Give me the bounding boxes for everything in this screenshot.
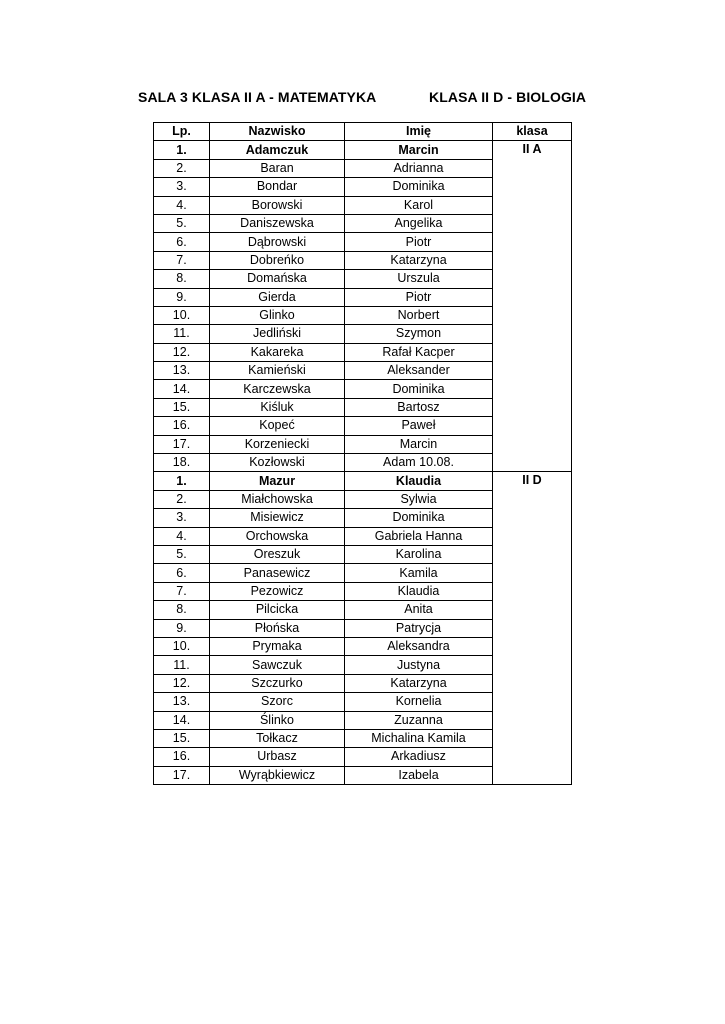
row-number: 3. [154,178,210,196]
row-number: 1. [154,141,210,159]
first-name-cell: Rafał Kacper [345,343,493,361]
row-number: 6. [154,233,210,251]
first-name-cell: Izabela [345,766,493,784]
surname-cell: Mazur [210,472,345,490]
surname-cell: Kamieński [210,362,345,380]
first-name-cell: Urszula [345,270,493,288]
surname-cell: Panasewicz [210,564,345,582]
row-number: 6. [154,564,210,582]
first-name-cell: Bartosz [345,398,493,416]
first-name-cell: Marcin [345,141,493,159]
first-name-cell: Piotr [345,288,493,306]
table-header-row [154,123,572,141]
row-number: 18. [154,454,210,472]
column-header-lp: Lp. [154,123,210,141]
first-name-cell: Justyna [345,656,493,674]
surname-cell: Orchowska [210,527,345,545]
row-number: 17. [154,766,210,784]
first-name-cell: Zuzanna [345,711,493,729]
first-name-cell: Kornelia [345,693,493,711]
row-number: 16. [154,748,210,766]
first-name-cell: Paweł [345,417,493,435]
row-number: 7. [154,582,210,600]
first-name-cell: Angelika [345,214,493,232]
surname-cell: Ślinko [210,711,345,729]
surname-cell: Jedliński [210,325,345,343]
surname-cell: Bondar [210,178,345,196]
table-row [154,472,572,490]
row-number: 2. [154,490,210,508]
column-header-imie: Imię [345,123,493,141]
surname-cell: Karczewska [210,380,345,398]
first-name-cell: Piotr [345,233,493,251]
surname-cell: Baran [210,159,345,177]
first-name-cell: Patrycja [345,619,493,637]
surname-cell: Płońska [210,619,345,637]
surname-cell: Oreszuk [210,545,345,563]
first-name-cell: Katarzyna [345,674,493,692]
row-number: 1. [154,472,210,490]
surname-cell: Kozłowski [210,454,345,472]
row-number: 5. [154,214,210,232]
first-name-cell: Szymon [345,325,493,343]
row-number: 15. [154,398,210,416]
second-class-title: KLASA II D - BIOLOGIA [429,89,587,105]
row-number: 11. [154,656,210,674]
class-cell: II A [493,141,572,472]
row-number: 13. [154,693,210,711]
surname-cell: Kopeć [210,417,345,435]
row-number: 15. [154,729,210,747]
first-name-cell: Klaudia [345,472,493,490]
surname-cell: Borowski [210,196,345,214]
surname-cell: Tołkacz [210,729,345,747]
surname-cell: Szczurko [210,674,345,692]
row-number: 2. [154,159,210,177]
surname-cell: Pilcicka [210,601,345,619]
surname-cell: Misiewicz [210,509,345,527]
table-row [154,141,572,159]
first-name-cell: Dominika [345,178,493,196]
surname-cell: Urbasz [210,748,345,766]
row-number: 9. [154,619,210,637]
surname-cell: Adamczuk [210,141,345,159]
row-number: 11. [154,325,210,343]
first-name-cell: Adam 10.08. [345,454,493,472]
first-name-cell: Anita [345,601,493,619]
row-number: 17. [154,435,210,453]
first-name-cell: Aleksandra [345,637,493,655]
column-header-nazwisko: Nazwisko [210,123,345,141]
surname-cell: Domańska [210,270,345,288]
first-name-cell: Katarzyna [345,251,493,269]
row-number: 3. [154,509,210,527]
surname-cell: Sawczuk [210,656,345,674]
first-name-cell: Klaudia [345,582,493,600]
row-number: 14. [154,380,210,398]
surname-cell: Miałchowska [210,490,345,508]
row-number: 7. [154,251,210,269]
column-header-klasa: klasa [493,123,572,141]
row-number: 9. [154,288,210,306]
row-number: 16. [154,417,210,435]
row-number: 10. [154,637,210,655]
surname-cell: Prymaka [210,637,345,655]
row-number: 8. [154,601,210,619]
row-number: 10. [154,306,210,324]
first-name-cell: Dominika [345,509,493,527]
first-name-cell: Karol [345,196,493,214]
first-name-cell: Marcin [345,435,493,453]
surname-cell: Pezowicz [210,582,345,600]
first-name-cell: Michalina Kamila [345,729,493,747]
surname-cell: Wyrąbkiewicz [210,766,345,784]
first-name-cell: Karolina [345,545,493,563]
first-name-cell: Aleksander [345,362,493,380]
first-name-cell: Gabriela Hanna [345,527,493,545]
surname-cell: Kakareka [210,343,345,361]
surname-cell: Dąbrowski [210,233,345,251]
row-number: 4. [154,527,210,545]
surname-cell: Glinko [210,306,345,324]
row-number: 13. [154,362,210,380]
first-name-cell: Norbert [345,306,493,324]
surname-cell: Kiśluk [210,398,345,416]
class-cell: II D [493,472,572,785]
first-name-cell: Arkadiusz [345,748,493,766]
first-name-cell: Dominika [345,380,493,398]
row-number: 5. [154,545,210,563]
surname-cell: Korzeniecki [210,435,345,453]
row-number: 8. [154,270,210,288]
row-number: 12. [154,674,210,692]
student-roster-table [153,122,572,785]
first-name-cell: Adrianna [345,159,493,177]
row-number: 12. [154,343,210,361]
row-number: 14. [154,711,210,729]
surname-cell: Szorc [210,693,345,711]
surname-cell: Dobreńko [210,251,345,269]
roster-body [154,141,572,785]
surname-cell: Daniszewska [210,214,345,232]
surname-cell: Gierda [210,288,345,306]
row-number: 4. [154,196,210,214]
room-class-title: SALA 3 KLASA II A - MATEMATYKA [138,89,377,105]
first-name-cell: Sylwia [345,490,493,508]
first-name-cell: Kamila [345,564,493,582]
